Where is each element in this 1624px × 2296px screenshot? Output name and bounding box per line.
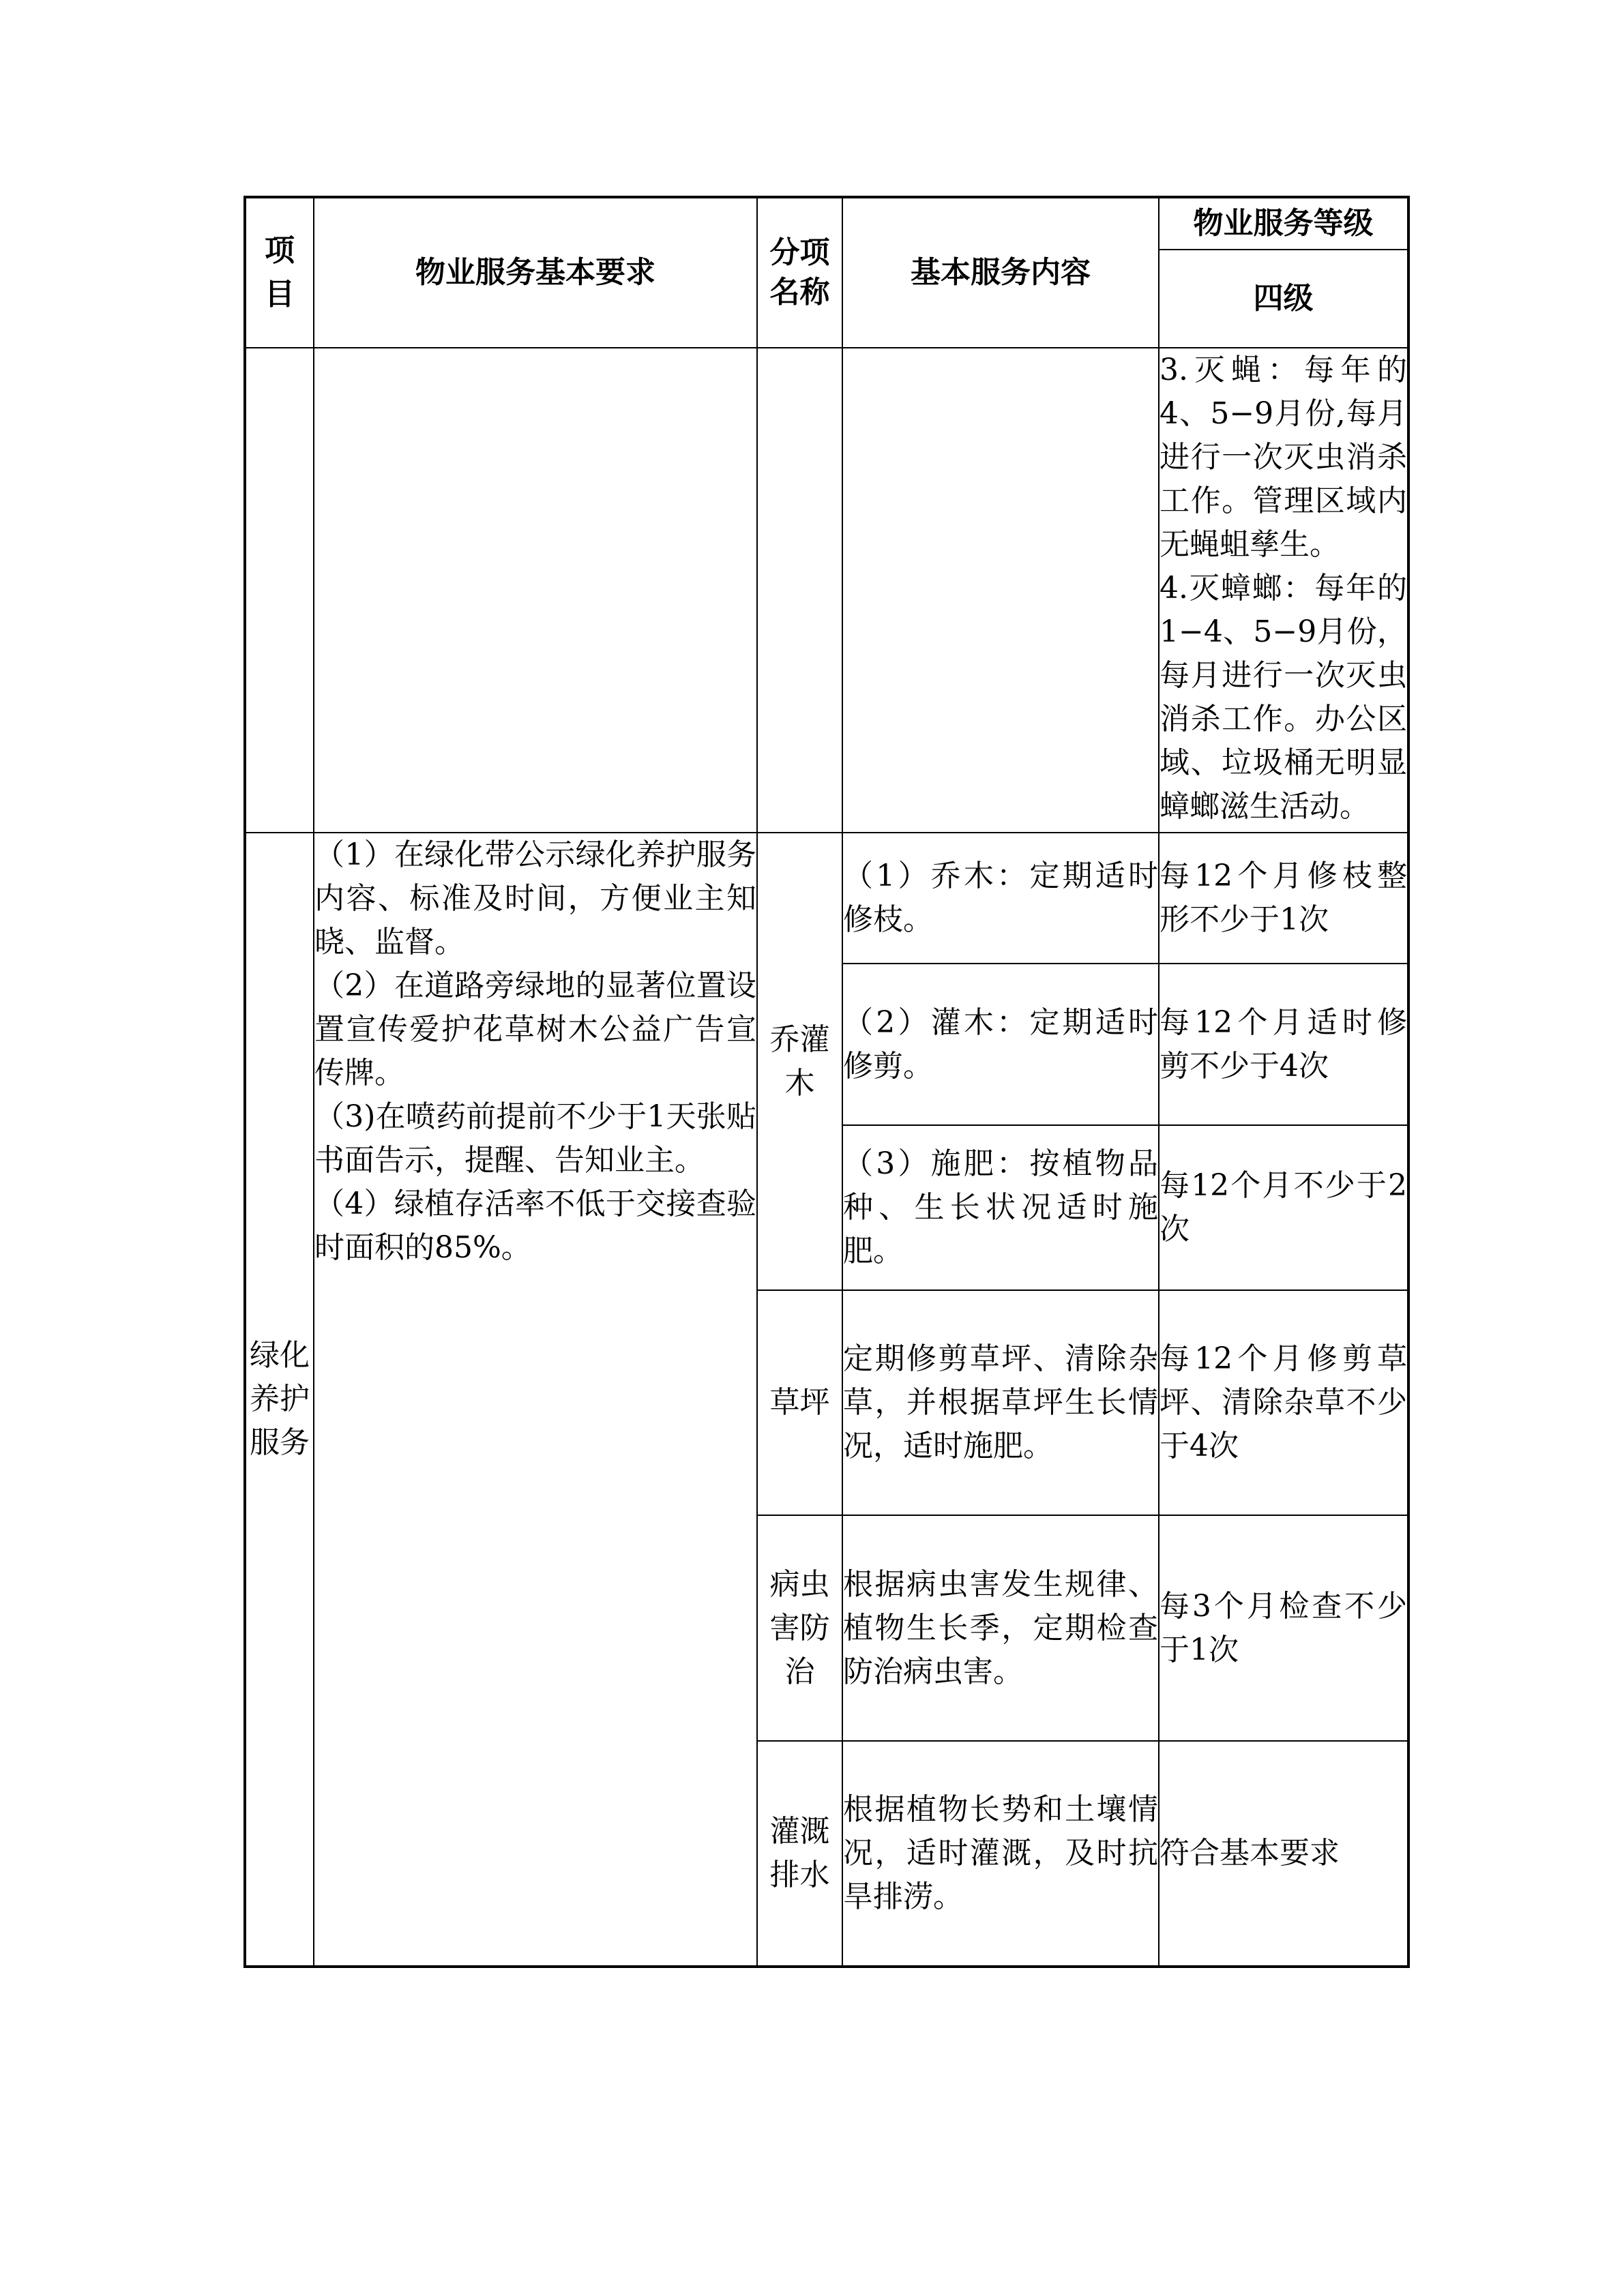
greening-requirement-1: （1）在绿化带公示绿化养护服务内容、标准及时间，方便业主知晓、监督。 [314,837,756,959]
lawn-level: 每12个月修剪草坪、清除杂草不少于4次 [1159,1290,1408,1515]
continued-content-cell [842,348,1159,833]
fertilizing-content: （3）施肥：按植物品种、生长状况适时施肥。 [842,1125,1159,1290]
table-row [245,833,1408,964]
subitem-lawn-label: 草坪 [769,1385,830,1420]
pest-cockroach-text: 4.灭蟑螂：每年的1−4、5−9月份，每月进行一次灭虫消杀工作。办公区域、垃圾桶无明显蟑螂滋生活动。 [1160,571,1407,824]
continued-row [245,348,1408,833]
continued-level-cell [1159,348,1408,833]
continued-item-cell [245,348,314,833]
greening-requirement-4: （4）绿植存活率不低于交接查验时面积的85%。 [314,1187,756,1265]
fertilizing-level: 每12个月不少于2次 [1159,1125,1408,1290]
trees-content: （1）乔木：定期适时修枝。 [842,833,1159,964]
header-row [245,197,1408,250]
continued-subitem-cell [757,348,842,833]
greening-requirements-cell [314,833,757,1967]
trees-level: 每12个月修枝整形不少于1次 [1159,833,1408,964]
continued-requirements-cell [314,348,757,833]
subitem-irrigation [757,1741,842,1967]
header-basic-content: 基本服务内容 [842,197,1159,348]
greening-requirement-2: （2）在道路旁绿地的显著位置设置宣传爱护花草树木公益广告宣传牌。 [314,968,756,1090]
header-sub-item-name: 分项名称 [757,197,842,348]
irrigation-content: 根据植物长势和土壤情况，适时灌溉，及时抗旱排涝。 [842,1741,1159,1967]
service-standard-table [243,196,1410,1968]
subitem-pest-control-label: 病虫害防治 [769,1566,830,1689]
lawn-content: 定期修剪草坪、清除杂草，并根据草坪生长情况，适时施肥。 [842,1290,1159,1515]
subitem-trees-shrubs-label: 乔灌木 [769,1022,830,1101]
header-basic-requirements: 物业服务基本要求 [314,197,757,348]
pest-control-content: 根据病虫害发生规律、植物生长季，定期检查防治病虫害。 [842,1515,1159,1741]
shrubs-content: （2）灌木：定期适时修剪。 [842,964,1159,1125]
pest-control-level: 每3个月检查不少于1次 [1159,1515,1408,1741]
header-item: 项 目 [245,197,314,348]
header-level-four: 四级 [1159,250,1408,348]
header-service-level: 物业服务等级 [1159,197,1408,250]
subitem-trees-shrubs [757,833,842,1290]
irrigation-level: 符合基本要求 [1159,1741,1408,1967]
greening-item-cell [245,833,314,1967]
subitem-pest-control [757,1515,842,1741]
greening-requirement-3: （3)在喷药前提前不少于1天张贴书面告示，提醒、告知业主。 [314,1099,756,1178]
subitem-lawn [757,1290,842,1515]
greening-item-label: 绿化养护服务 [250,1338,310,1460]
subitem-irrigation-label: 灌溉排水 [769,1814,830,1892]
pest-fly-text: 3.灭蝇：每年的4、5−9月份,每月进行一次灭虫消杀工作。管理区域内无蝇蛆孳生。 [1160,353,1407,562]
shrubs-level: 每12个月适时修剪不少于4次 [1159,964,1408,1125]
